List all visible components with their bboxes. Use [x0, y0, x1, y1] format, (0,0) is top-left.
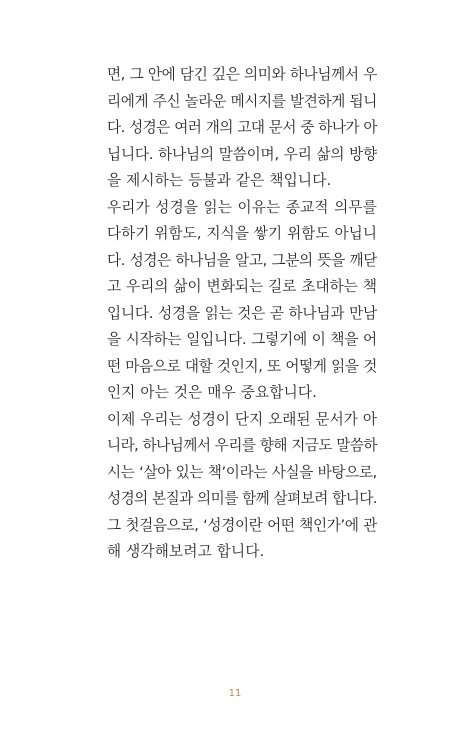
text-line: 이제 우리는 성경이 단지 오래된 문서가 아 [107, 410, 377, 428]
text-line: 니라, 하나님께서 우리를 향해 지금도 말씀하 [107, 437, 377, 454]
page-number: 11 [228, 688, 242, 699]
text-line: 을 제시하는 등불과 같은 책입니다. [107, 172, 332, 189]
text-line: 시는 ‘살아 있는 책’이라는 사실을 바탕으로, [107, 463, 377, 481]
text-line: 해 생각해보려고 합니다. [107, 543, 265, 560]
text-line: 고 우리의 삶이 변화되는 길로 초대하는 책 [107, 278, 377, 295]
body-text [107, 62, 377, 566]
text-line: 떤 마음으로 대할 것인지, 또 어떻게 읽을 것 [107, 357, 377, 375]
text-line: 성경의 본질과 의미를 함께 살펴보려 합니다. [107, 490, 377, 507]
text-line: 다. 성경은 하나님을 알고, 그분의 뜻을 깨닫 [107, 251, 377, 269]
text-line: 리에게 주신 놀라운 메시지를 발견하게 됩니 [107, 92, 377, 110]
text-line: 면, 그 안에 담긴 깊은 의미와 하나님께서 우 [107, 66, 377, 83]
text-line: 입니다. 성경을 읽는 것은 곧 하나님과 만남 [107, 304, 377, 322]
text-line: 닙니다. 하나님의 말씀이며, 우리 삶의 방향 [107, 145, 377, 163]
text-line: 다하기 위함도, 지식을 쌓기 위함도 아닙니 [107, 225, 377, 242]
text-line: 인지 아는 것은 매우 중요합니다. [107, 384, 318, 401]
text-line: 그 첫걸음으로, ‘성경이란 어떤 책인가’에 관 [107, 516, 377, 534]
text-line: 우리가 성경을 읽는 이유는 종교적 의무를 [107, 198, 377, 216]
text-line: 을 시작하는 일입니다. 그렇기에 이 책을 어 [107, 331, 377, 348]
text-line: 다. 성경은 여러 개의 고대 문서 중 하나가 아 [107, 119, 377, 136]
